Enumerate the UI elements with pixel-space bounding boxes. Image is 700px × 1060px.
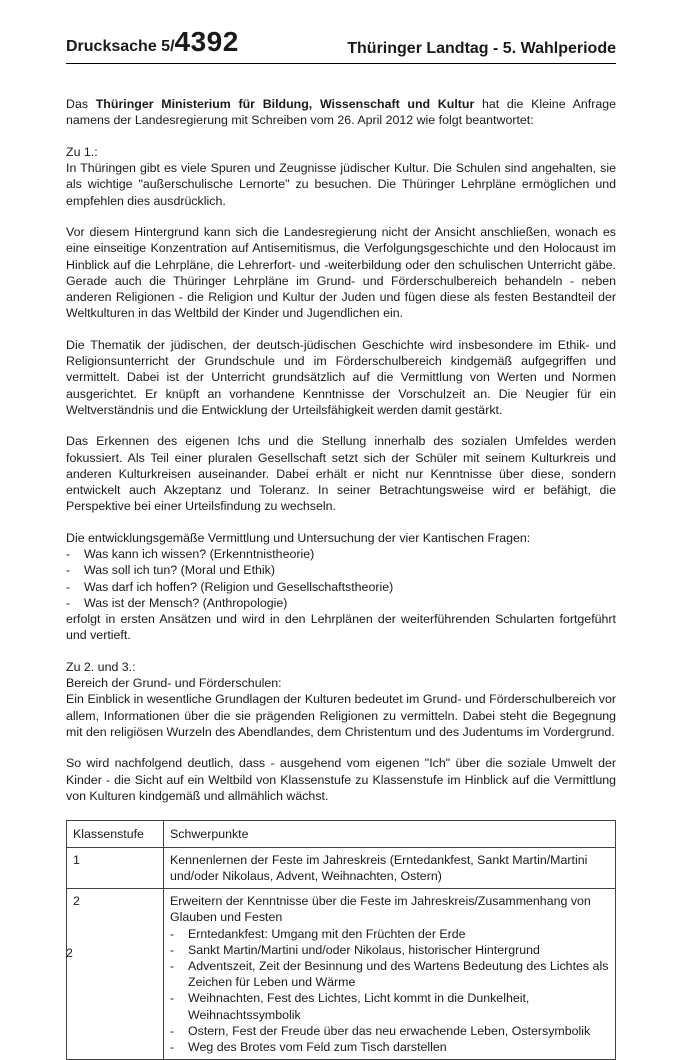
ministry-name: Thüringer Ministerium für Bildung, Wissenschaft und Kultur: [95, 97, 475, 111]
intro-paragraph: [66, 96, 616, 128]
kant-outro: erfolgt in ersten Ansätzen und wird in den Lehrplänen der weiterführenden Schularten fortgeführt und vertieft.: [66, 611, 616, 643]
kant-intro: Die entwicklungsgemäße Vermittlung und Untersuchung der vier Kantischen Fragen:: [66, 530, 531, 545]
list-item: - Weihnachten, Fest des Lichtes, Licht kommt in die Dunkelheit, Weihnachtssymbolik: [170, 990, 609, 1022]
cell-schwerpunkte: [164, 889, 616, 1060]
q1-paragraph-4: Das Erkennen des eigenen Ichs und die Stellung innerhalb des sozialen Umfeldes werden fokussiert. Als Teil einer pluralen Gesellschaft setzt sich der Schüler mit seinem Kulturkreis und anderen Kulturkreisen auseinander. Dabei erhält er nicht nur Kenntnisse über diese, sondern entwickelt auch Akzeptanz und Toleranz. In seiner Betrachtungsweise wird er befähigt, die Perspektive bei einer Urteilsfindung zu wechseln.: [66, 434, 616, 514]
cell-schwerpunkte: Kennenlernen der Feste im Jahreskreis (Erntedankfest, Sankt Martin/Martini und/oder Nikolaus, Advent, Weihnachten, Ostern): [164, 847, 616, 888]
q1-paragraph-2: Vor diesem Hintergrund kann sich die Landesregierung nicht der Ansicht anschließen, wonach es eine einseitige Konzentration auf Antisemitismus, die Verfolgungsgeschichte und den Holocaust im Hinblick auf die Lehrpläne, die Lehrerfort- und -weiterbildung oder den schulischen Unterricht gäbe. Gerade auch die Thüringer Lehrpläne im Grund- und Förderschulbereich behandeln - neben anderen Religionen - die Religion und Kultur der Juden und fügen diese als festen Bestandteil der Weltkulturen in das Weltbild der Kinder und Jugendlichen ein.: [66, 225, 616, 321]
page-header: [66, 26, 616, 64]
list-item: - Was kann ich wissen? (Erkenntnistheorie): [66, 546, 616, 562]
column-header-klassenstufe: Klassenstufe: [67, 820, 164, 847]
drucksache-prefix: Drucksache 5/: [66, 38, 175, 55]
header-rule: [66, 63, 616, 64]
q23-paragraph-2: So wird nachfolgend deutlich, dass - ausgehend vom eigenen "Ich" über die soziale Umwelt der Kinder - die Sicht auf ein Weltbild von Klassenstufe zu Klassenstufe im Hinblick auf die Vermittlung von Kulturen kindgemäß und allmählich wächst.: [66, 756, 616, 803]
list-item: - Was soll ich tun? (Moral und Ethik): [66, 562, 616, 578]
intro-before: Das: [66, 97, 96, 111]
drucksache-number: 4392: [174, 26, 239, 57]
document-body: [66, 96, 616, 1060]
list-item: - Was ist der Mensch? (Anthropologie): [66, 595, 616, 611]
cell-stufe: 1: [67, 847, 164, 888]
q1-heading: Zu 1.:: [66, 144, 98, 159]
intro-after: hat die Kleine Anfrage namens der Landesregierung mit Schreiben vom 26. April 2012 wie folgt beantwortet:: [66, 97, 617, 128]
list-item: - Ostern, Fest der Freude über das neu erwachende Leben, Ostersymbolik: [170, 1023, 609, 1039]
kant-questions-list: [66, 546, 616, 611]
column-header-schwerpunkte: Schwerpunkte: [164, 820, 616, 847]
cell-intro: Erweitern der Kenntnisse über die Feste im Jahreskreis/Zusammenhang von Glauben und Festen: [170, 894, 591, 925]
drucksache-label: [66, 26, 239, 58]
curriculum-table: [66, 820, 616, 1060]
list-item: - Erntedankfest: Umgang mit den Früchten der Erde: [170, 926, 609, 942]
table-row: [67, 847, 616, 888]
cell-stufe: 2: [67, 889, 164, 1060]
q1-paragraph-3: Die Thematik der jüdischen, der deutsch-jüdischen Geschichte wird insbesondere im Ethik- und Religionsunterricht der Grundschule und im Förderschulbereich kindgemäß aufgegriffen und vermittelt. Dabei ist der Unterricht grundsätzlich auf die Vermittlung von Werten und Normen ausgerichtet. Er knüpft an vorhandene Kenntnisse der Vorschulzeit an. Die Neugier für ein Weltverständnis und die Entwicklung der Urteilsfähigkeit werden damit gestärkt.: [66, 337, 616, 417]
header-title: Thüringer Landtag - 5. Wahlperiode: [347, 40, 616, 57]
festivals-list: [170, 926, 609, 1056]
q23-subheading: Bereich der Grund- und Förderschulen:: [66, 676, 282, 691]
page-number: 2: [66, 946, 73, 960]
list-item: - Sankt Martin/Martini und/oder Nikolaus, historischer Hintergrund: [170, 942, 609, 958]
q23-paragraph-1: Ein Einblick in wesentliche Grundlagen der Kulturen bedeutet im Grund- und Förderschulbereich vor allem, Informationen über die sie prägenden Religionen zu vermitteln. Dabei steht die Begegnung mit den religiösen Wurzeln des Abendlandes, dem Christentum und des Judentums im Vordergrund.: [66, 692, 616, 739]
list-item: - Weg des Brotes vom Feld zum Tisch darstellen: [170, 1039, 609, 1055]
list-item: - Was darf ich hoffen? (Religion und Gesellschaftstheorie): [66, 579, 616, 595]
q23-heading: Zu 2. und 3.:: [66, 659, 136, 674]
list-item: - Adventszeit, Zeit der Besinnung und des Wartens Bedeutung des Lichtes als Zeichen für Leben und Wärme: [170, 958, 609, 990]
table-header-row: [67, 820, 616, 847]
q1-paragraph-1: In Thüringen gibt es viele Spuren und Zeugnisse jüdischer Kultur. Die Schulen sind angehalten, sie als wichtige "außerschulische Lernorte" zu besuchen. Die Thüringer Lehrpläne ermöglichen und empfehlen dies ausdrücklich.: [66, 161, 616, 208]
table-row: [67, 889, 616, 1060]
